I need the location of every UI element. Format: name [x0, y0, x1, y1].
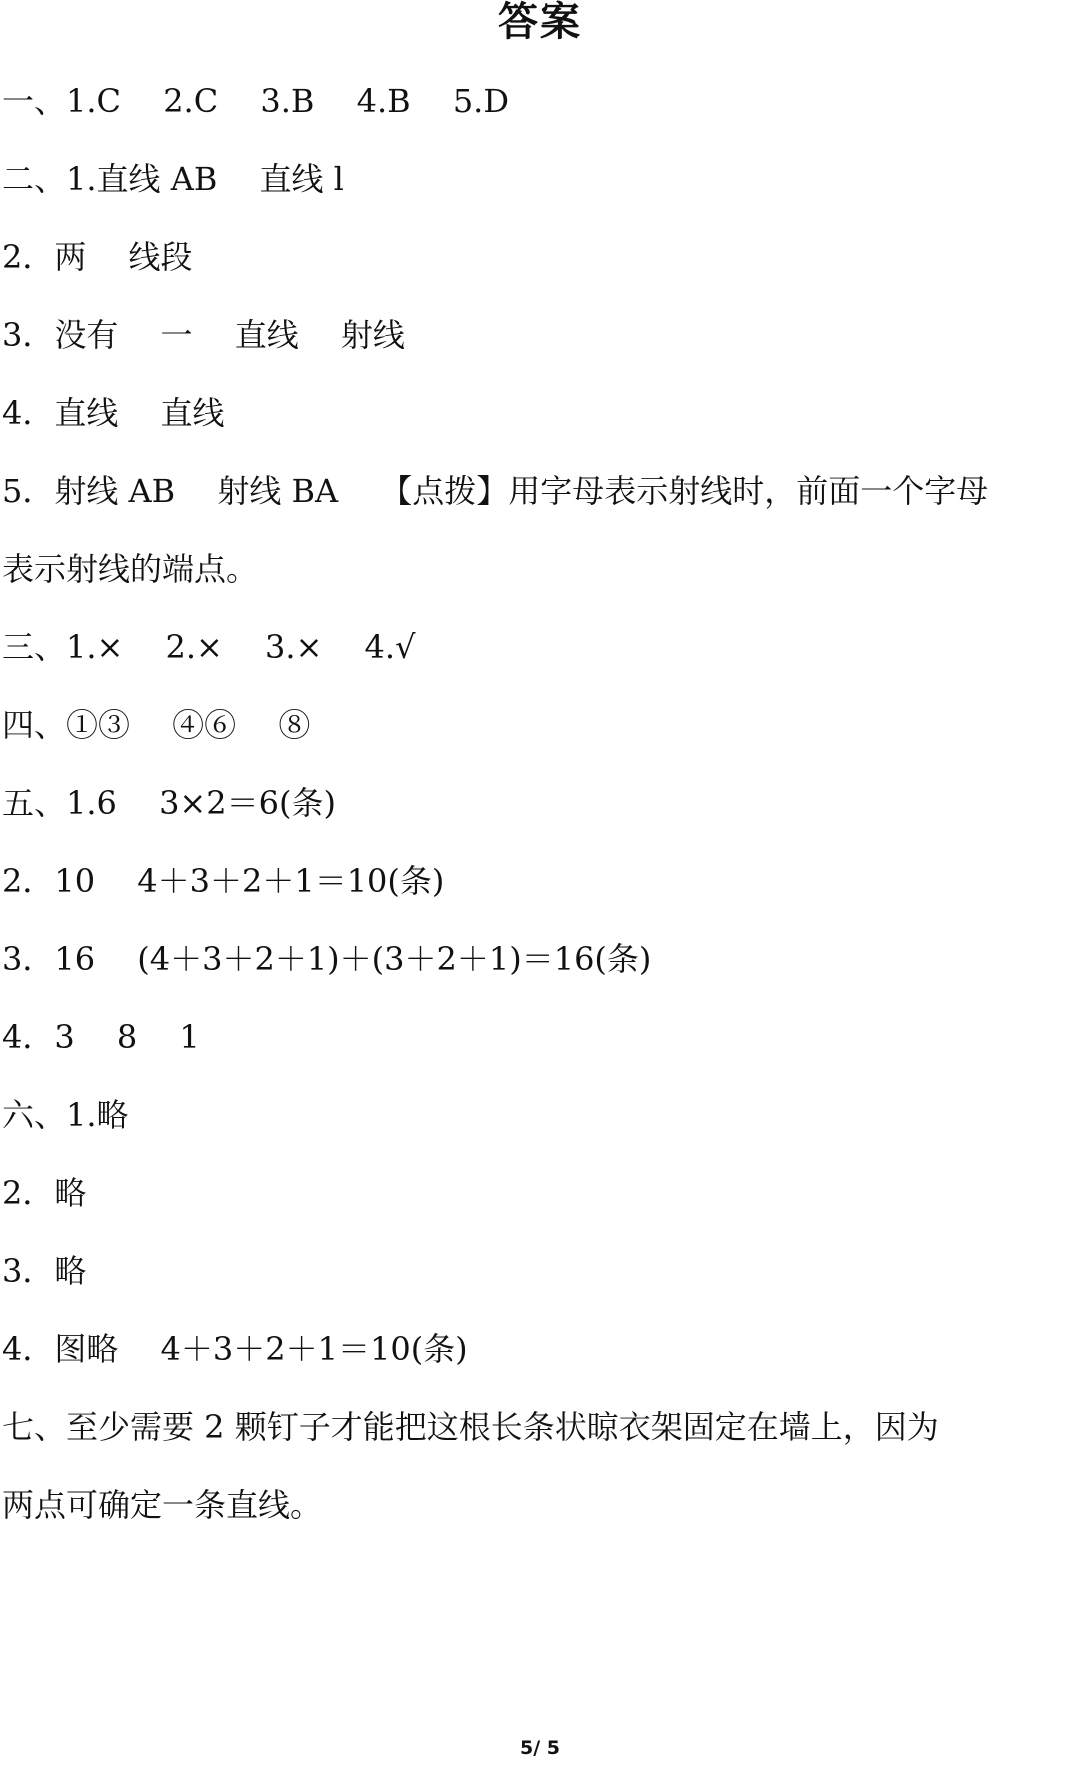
answer-line-section-6-item-2: 2．略 [2, 1174, 87, 1212]
answer-line-section-6-item-4: 4．图略 4＋3＋2＋1＝10(条) [2, 1330, 468, 1368]
answer-line-section-6-item-3: 3．略 [2, 1252, 87, 1290]
answer-line-section-2-item-5-continued: 表示射线的端点。 [2, 550, 259, 588]
answer-line-section-6-item-1: 六、1.略 [2, 1096, 129, 1134]
answer-line-section-2-item-1: 二、1.直线 AB 直线 l [2, 160, 344, 198]
answer-line-section-5-item-1: 五、1.6 3×2＝6(条) [2, 784, 336, 822]
answer-line-section-5-item-4: 4．3 8 1 [2, 1018, 200, 1056]
answer-line-section-2-item-4: 4．直线 直线 [2, 394, 225, 432]
answer-list [2, 70, 1062, 1552]
answer-line-section-4: 四、①③ ④⑥ ⑧ [2, 706, 311, 744]
answer-line-section-1: 一、1.C 2.C 3.B 4.B 5.D [2, 82, 510, 120]
answer-line-section-3: 三、1.× 2.× 3.× 4.√ [2, 628, 416, 666]
answer-line-section-2-item-2: 2．两 线段 [2, 238, 193, 276]
answer-line-section-7-continued: 两点可确定一条直线。 [2, 1486, 323, 1524]
answer-line-section-7: 七、至少需要 2 颗钉子才能把这根长条状晾衣架固定在墙上，因为 [2, 1408, 939, 1446]
answer-line-section-5-item-2: 2．10 4＋3＋2＋1＝10(条) [2, 862, 445, 900]
page-number: 5/ 5 [520, 1737, 560, 1759]
answer-line-section-2-item-3: 3．没有 一 直线 射线 [2, 316, 405, 354]
answer-line-section-5-item-3: 3．16 (4＋3＋2＋1)＋(3＋2＋1)＝16(条) [2, 940, 652, 978]
page-title: 答案 [498, 0, 582, 45]
answer-line-section-2-item-5: 5．射线 AB 射线 BA 【点拨】用字母表示射线时，前面一个字母 [2, 472, 989, 510]
